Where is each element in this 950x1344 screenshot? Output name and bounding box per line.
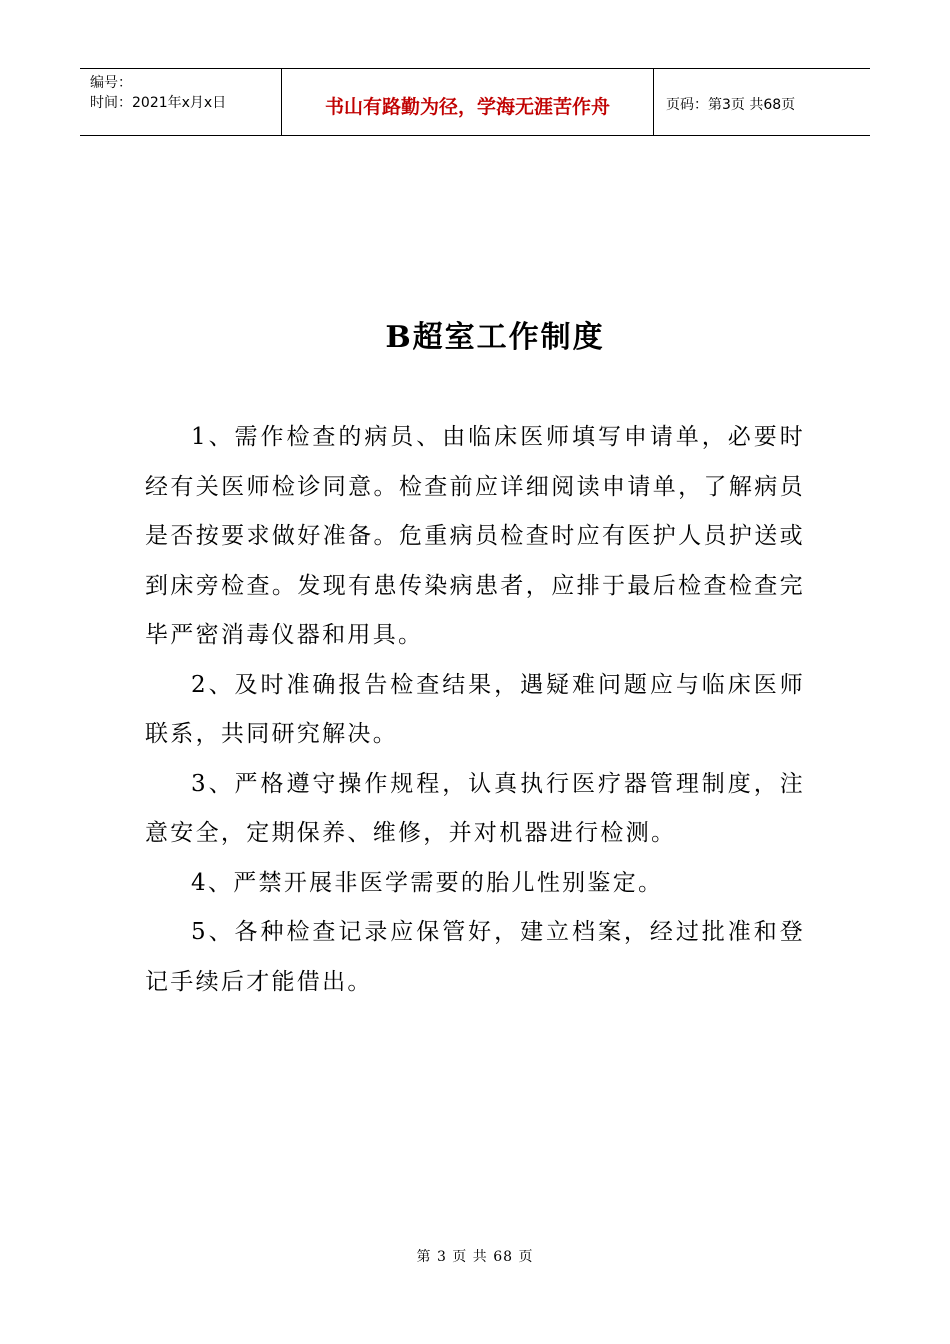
document-title: B超室工作制度 bbox=[385, 320, 605, 355]
number-label: 编号： bbox=[90, 75, 132, 91]
paragraph-4: 4、严禁开展非医学需要的胎儿性别鉴定。 bbox=[191, 869, 664, 896]
header-motto-cell bbox=[282, 69, 654, 135]
header-page-cell bbox=[654, 69, 870, 135]
paragraph-3: 3、严格遵守操作规程，认真执行医疗器管理制度，注意安全，定期保养、维修，并对机器进行检测。 bbox=[145, 770, 805, 846]
document-body bbox=[145, 413, 805, 1007]
paragraph-2: 2、及时准确报告检查结果，遇疑难问题应与临床医师联系，共同研究解决。 bbox=[145, 671, 805, 747]
paragraph-1: 1、需作检查的病员、由临床医师填写申请单，必要时经有关医师检诊同意。检查前应详细阅读申请单，了解病员是否按要求做好准备。危重病员检查时应有医护人员护送或到床旁检查。发现有患传染病患者，应排于最后检查检查完毕严密消毒仪器和用具。 bbox=[145, 424, 805, 648]
time-label: 时间：2021年x月x日 bbox=[90, 95, 227, 111]
header-meta-cell bbox=[80, 69, 282, 135]
page-info: 页码：第3页 共68页 bbox=[666, 97, 796, 113]
motto-text: 书山有路勤为径，学海无涯苦作舟 bbox=[324, 95, 610, 118]
page-header bbox=[80, 68, 870, 136]
paragraph-5: 5、各种检查记录应保管好，建立档案，经过批准和登记手续后才能借出。 bbox=[145, 919, 805, 995]
page-footer: 第 3 页 共 68 页 bbox=[416, 1249, 534, 1265]
